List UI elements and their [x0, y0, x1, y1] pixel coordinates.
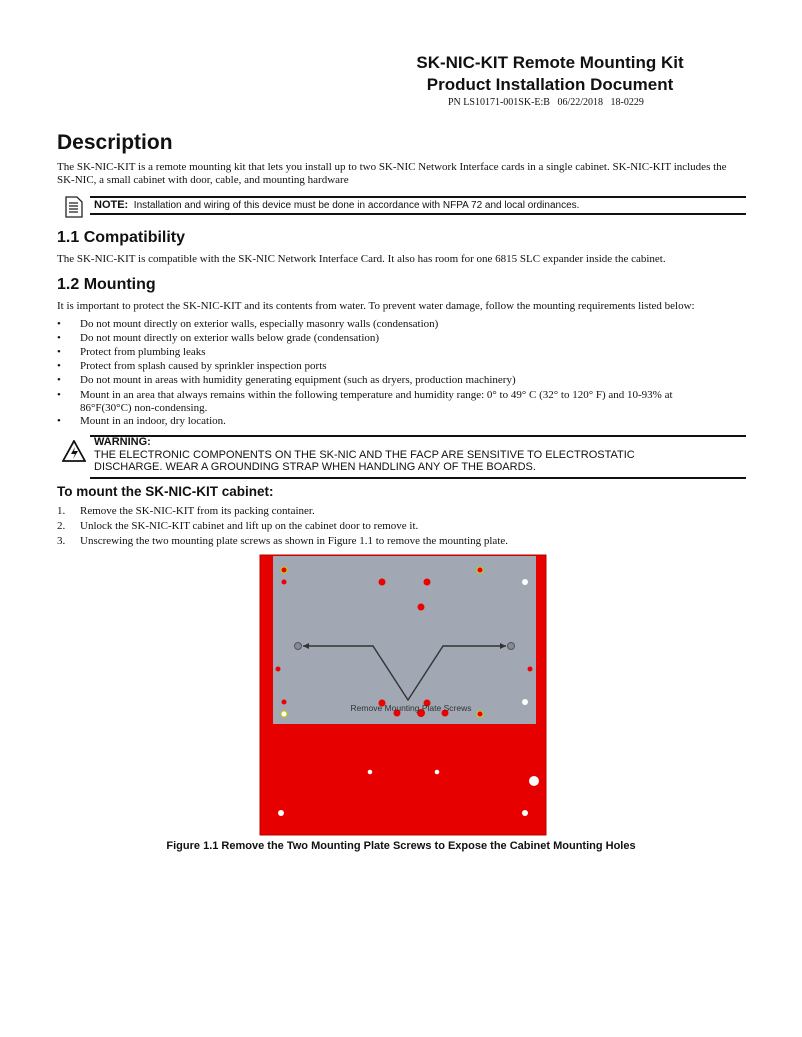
- procedure-step: 2. Unlock the SK-NIC-KIT cabinet and lift up on the cabinet door to remove it.: [57, 520, 419, 532]
- doc-title: SK-NIC-KIT Remote Mounting Kit: [416, 53, 684, 72]
- note-label: NOTE:: [94, 199, 129, 211]
- warning-text: THE ELECTRONIC COMPONENTS ON THE SK-NIC AND THE FACP ARE SENSITIVE TO ELECTROSTATIC DISCHARGE. WEAR A GROUNDING STRAP WHEN HANDLING ANY OF THE BOARDS.: [94, 449, 635, 473]
- bullet-item: • Mount in an area that always remains within the following temperature and humidity range: 0° to 49° C (32° to 120° F) and 10-93% at 86°F(30°C) non-condensing.: [57, 389, 673, 414]
- warning-electrical-icon: [62, 440, 86, 462]
- note-icon: [64, 196, 84, 218]
- warning-label: WARNING:: [94, 436, 151, 448]
- figure-caption: Figure 1.1 Remove the Two Mounting Plate Screws to Expose the Cabinet Mounting Holes: [166, 840, 636, 852]
- mounting-heading: 1.2 Mounting: [57, 276, 156, 293]
- note-text: Installation and wiring of this device must be done in accordance with NFPA 72 and local ordinances.: [133, 200, 580, 211]
- cabinet-figure: [258, 552, 548, 838]
- bullet-item: • Do not mount directly on exterior walls, especially masonry walls (condensation): [57, 318, 439, 330]
- warning-rule-top: [90, 435, 746, 437]
- description-heading: Description: [57, 131, 173, 154]
- bullet-item: • Mount in an indoor, dry location.: [57, 415, 226, 427]
- bullet-item: • Protect from plumbing leaks: [57, 346, 206, 358]
- description-text: The SK-NIC-KIT is a remote mounting kit that lets you install up to two SK-NIC Network Interface cards in a single cabinet. SK-NIC-KIT includes the SK-NIC, a small cabinet with door, cable, and mounting hardware: [57, 161, 727, 186]
- left-screw: [295, 643, 302, 650]
- note-rule-top: [90, 196, 746, 198]
- bullet-item: • Do not mount directly on exterior walls below grade (condensation): [57, 332, 380, 344]
- doc-subtitle: Product Installation Document: [426, 75, 674, 94]
- mounting-intro: It is important to protect the SK-NIC-KIT and its contents from water. To prevent water damage, follow the mounting requirements listed below:: [57, 300, 695, 312]
- procedure-step: 1. Remove the SK-NIC-KIT from its packing container.: [57, 505, 315, 517]
- note-rule-bottom: [90, 213, 746, 215]
- right-screw: [508, 643, 515, 650]
- compatibility-heading: 1.1 Compatibility: [57, 229, 186, 246]
- warning-rule-bottom: [90, 477, 746, 479]
- bullet-item: • Do not mount in areas with humidity generating equipment (such as dryers, production machinery): [57, 374, 516, 386]
- compatibility-text: The SK-NIC-KIT is compatible with the SK-NIC Network Interface Card. It also has room for one 6815 SLC expander inside the cabinet.: [57, 253, 666, 265]
- bullet-item: • Protect from splash caused by sprinkler inspection ports: [57, 360, 327, 372]
- doc-part-number: PN LS10171-001SK-E:B 06/22/2018 18-0229: [448, 97, 644, 108]
- figure-callout: Remove Mounting Plate Screws: [350, 703, 472, 713]
- procedure-heading: To mount the SK-NIC-KIT cabinet:: [57, 484, 274, 499]
- procedure-step: 3. Unscrewing the two mounting plate screws as shown in Figure 1.1 to remove the mounting plate.: [57, 535, 509, 547]
- note: [94, 199, 579, 211]
- mounting-plate: [273, 556, 536, 724]
